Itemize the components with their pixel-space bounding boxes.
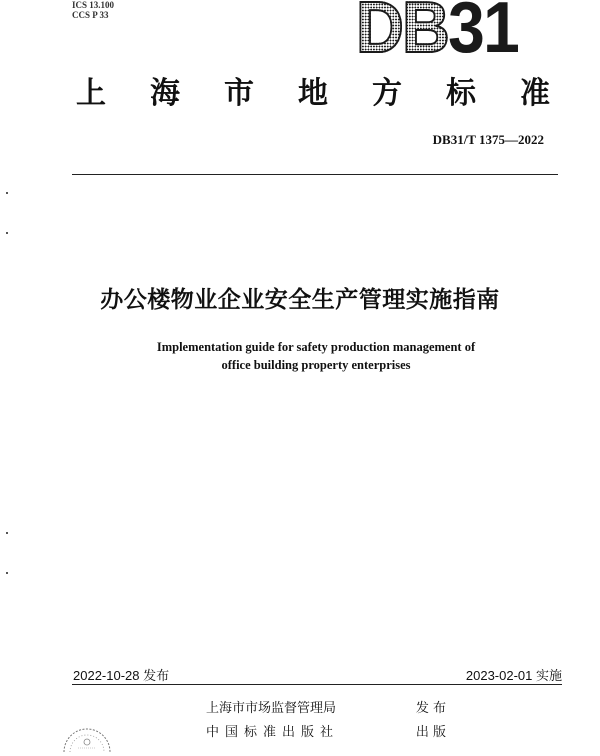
standard-type-char: 标 [446, 76, 476, 111]
top-divider [72, 174, 558, 175]
standard-type-char: 市 [224, 76, 254, 111]
margin-mark [6, 572, 8, 574]
standard-type-char: 海 [150, 76, 180, 111]
logo-prefix: DB [356, 0, 448, 68]
english-title-line-2: office building property enterprises [221, 358, 411, 372]
standard-type-char: 上 [76, 76, 106, 111]
publisher-row-issuer [206, 700, 446, 718]
standard-type-char: 方 [372, 76, 402, 111]
english-title-line-1: Implementation guide for safety production management of [156, 340, 476, 354]
issuing-action: 发 布 [415, 701, 446, 716]
standard-type-char: 准 [520, 76, 550, 111]
db31-logo [356, 0, 519, 68]
margin-mark [6, 192, 8, 194]
standard-type-char: 地 [298, 76, 328, 111]
publishing-house: 中国标准出版社 [206, 725, 340, 740]
classification-codes [72, 0, 114, 20]
publisher-row-press [206, 724, 446, 742]
ccs-code: CCS P 33 [72, 10, 109, 20]
implementation-date: 2023-02-01 实施 [465, 668, 562, 683]
logo-suffix: 31 [448, 0, 519, 68]
issuing-authority: 上海市市场监督管理局 [206, 701, 337, 716]
document-title-english [0, 338, 600, 374]
bottom-divider [72, 684, 562, 685]
standard-type-heading [76, 76, 550, 112]
standard-number: DB31/T 1375—2022 [432, 132, 544, 147]
document-title-chinese: 办公楼物业企业安全生产管理实施指南 [100, 287, 500, 313]
margin-mark [6, 232, 8, 234]
margin-mark [6, 532, 8, 534]
seal-stamp-icon [58, 712, 116, 756]
ics-code: ICS 13.100 [72, 0, 115, 10]
publishing-action: 出 版 [415, 725, 446, 740]
issue-date: 2022-10-28 发布 [73, 668, 170, 683]
